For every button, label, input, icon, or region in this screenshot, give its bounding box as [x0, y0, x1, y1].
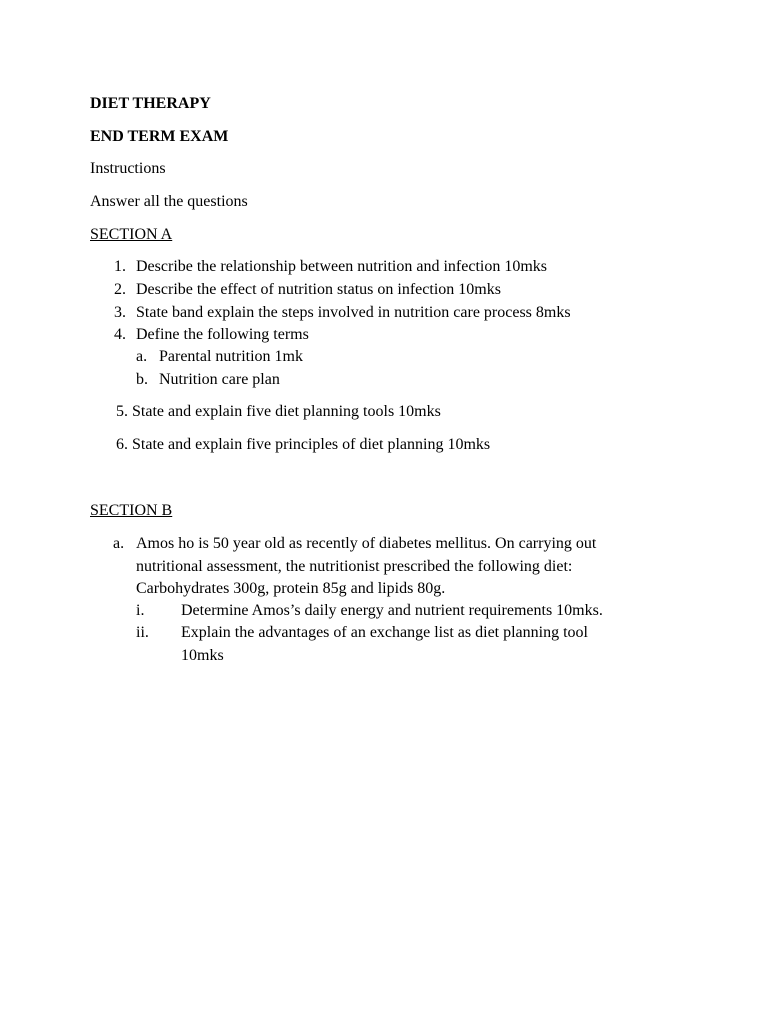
question-number: 3.: [114, 304, 126, 321]
item-letter: a.: [113, 535, 125, 552]
question-number: 4.: [114, 326, 126, 343]
question-number: 1.: [114, 258, 126, 275]
question-text: Describe the effect of nutrition status on infection 10mks: [136, 281, 501, 298]
question-number: 2.: [114, 281, 126, 298]
item-text-line: nutritional assessment, the nutritionist prescribed the following diet:: [136, 558, 573, 575]
question-text: State band explain the steps involved in nutrition care process 8mks: [136, 304, 571, 321]
section-a-heading: SECTION A: [90, 226, 173, 243]
question-5: 5. State and explain five diet planning tools 10mks: [116, 403, 441, 420]
exam-title: DIET THERAPY: [90, 95, 211, 112]
roman-text-line: 10mks: [181, 647, 224, 664]
sub-item-text: Nutrition care plan: [159, 371, 280, 388]
question-text: Describe the relationship between nutrition and infection 10mks: [136, 258, 547, 275]
sub-item-letter: a.: [136, 348, 148, 365]
section-b-heading: SECTION B: [90, 502, 173, 519]
instructions-heading: Instructions: [90, 160, 166, 177]
sub-item-letter: b.: [136, 371, 148, 388]
item-text-line: Amos ho is 50 year old as recently of diabetes mellitus. On carrying out: [136, 535, 597, 552]
question-6: 6. State and explain five principles of diet planning 10mks: [116, 436, 491, 453]
question-text: Define the following terms: [136, 326, 309, 343]
roman-text-line: Explain the advantages of an exchange list as diet planning tool: [181, 624, 588, 641]
roman-numeral: i.: [136, 602, 145, 619]
roman-text-line: Determine Amos’s daily energy and nutrient requirements 10mks.: [181, 602, 603, 619]
roman-numeral: ii.: [136, 624, 149, 641]
item-text-line: Carbohydrates 300g, protein 85g and lipids 80g.: [136, 580, 446, 597]
instructions-text: Answer all the questions: [90, 193, 248, 210]
sub-item-text: Parental nutrition 1mk: [159, 348, 303, 365]
exam-subtitle: END TERM EXAM: [90, 128, 229, 145]
